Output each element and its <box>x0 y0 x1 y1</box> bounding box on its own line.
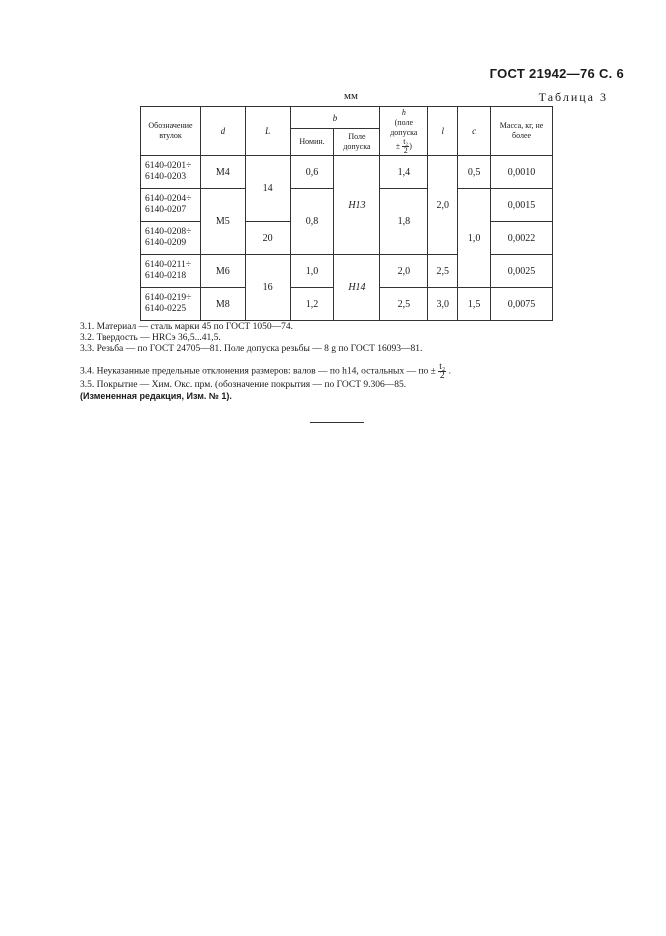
cell-c: 0,5 <box>458 156 491 189</box>
cell-c: 1,5 <box>458 288 491 321</box>
cell-b-nominal: 0,8 <box>290 189 334 255</box>
header-c: c <box>458 107 491 156</box>
cell-h: 2,5 <box>380 288 428 321</box>
cell-l: 2,5 <box>428 255 458 288</box>
cell-mass: 0,0010 <box>491 156 553 189</box>
header-b: b <box>290 107 380 129</box>
cell-b-nominal: 0,6 <box>290 156 334 189</box>
table-unit: мм <box>344 90 358 102</box>
note-edition: (Измененная редакция, Изм. № 1). <box>80 391 232 401</box>
cell-designation: 6140-0201÷ 6140-0203 <box>141 156 201 189</box>
cell-b-tolerance: H14 <box>334 255 380 321</box>
cell-h: 1,4 <box>380 156 428 189</box>
cell-designation: 6140-0204÷ 6140-0207 <box>141 189 201 222</box>
table-title: Таблица 3 <box>538 90 608 104</box>
notes-block <box>80 322 590 402</box>
header-h-denominator: 2 <box>403 145 408 155</box>
header-h-pm: ± <box>395 140 401 150</box>
cell-c: 1,0 <box>458 189 491 288</box>
note-hardness: 3.2. Твердость — HRCэ 36,5...41,5. <box>80 333 221 343</box>
cell-mass: 0,0022 <box>491 222 553 255</box>
header-L: L <box>245 107 290 156</box>
header-designation: Обозначение втулок <box>141 107 201 156</box>
cell-L: 20 <box>245 222 290 255</box>
cell-b-tolerance: H13 <box>334 156 380 255</box>
cell-mass: 0,0015 <box>491 189 553 222</box>
cell-d: М8 <box>200 288 245 321</box>
cell-b-nominal: 1,0 <box>290 255 334 288</box>
note-tolerances-numerator: t₂ <box>439 362 446 372</box>
note-tolerances <box>80 363 590 380</box>
cell-designation: 6140-0219÷ 6140-0225 <box>141 288 201 321</box>
header-b-nominal: Номин. <box>290 129 334 156</box>
spec-table <box>140 106 553 321</box>
header-d: d <box>200 107 245 156</box>
note-tolerances-denominator: 2 <box>439 371 445 381</box>
cell-h: 1,8 <box>380 189 428 255</box>
cell-L: 14 <box>245 156 290 222</box>
header-l: l <box>428 107 458 156</box>
cell-l: 3,0 <box>428 288 458 321</box>
note-tolerances-end: . <box>448 366 451 377</box>
cell-designation: 6140-0208÷ 6140-0209 <box>141 222 201 255</box>
cell-l: 2,0 <box>428 156 458 255</box>
note-material: 3.1. Материал — сталь марки 45 по ГОСТ 1050—74. <box>80 322 293 332</box>
header-h <box>380 107 428 156</box>
note-tolerances-text: 3.4. Неуказанные предельные отклонения размеров: валов — по h14, остальных — по ± <box>80 366 436 377</box>
cell-b-nominal: 1,2 <box>290 288 334 321</box>
cell-d: М4 <box>200 156 245 189</box>
header-h-letter: h <box>401 107 406 117</box>
cell-h: 2,0 <box>380 255 428 288</box>
table-row <box>141 156 553 189</box>
note-coating: 3.5. Покрытие — Хим. Окс. прм. (обозначение покрытия — по ГОСТ 9.306—85. <box>80 380 407 390</box>
header-h-close: ) <box>409 140 412 150</box>
header-h-numerator: t₂ <box>403 136 409 146</box>
cell-L: 16 <box>245 255 290 321</box>
note-thread: 3.3. Резьба — по ГОСТ 24705—81. Поле допуска резьбы — 8 g по ГОСТ 16093—81. <box>80 344 423 354</box>
table-row <box>141 255 553 288</box>
header-h-text: (поле допуска <box>390 117 418 137</box>
cell-mass: 0,0025 <box>491 255 553 288</box>
header-b-tolerance: Поле допуска <box>334 129 380 156</box>
cell-d: М5 <box>200 189 245 255</box>
cell-designation: 6140-0211÷ 6140-0218 <box>141 255 201 288</box>
page-header-code: ГОСТ 21942—76 С. 6 <box>489 66 624 81</box>
end-rule <box>310 422 364 423</box>
header-mass: Масса, кг, не более <box>491 107 553 156</box>
cell-d: М6 <box>200 255 245 288</box>
note-tolerances-fraction <box>438 363 446 380</box>
cell-mass: 0,0075 <box>491 288 553 321</box>
